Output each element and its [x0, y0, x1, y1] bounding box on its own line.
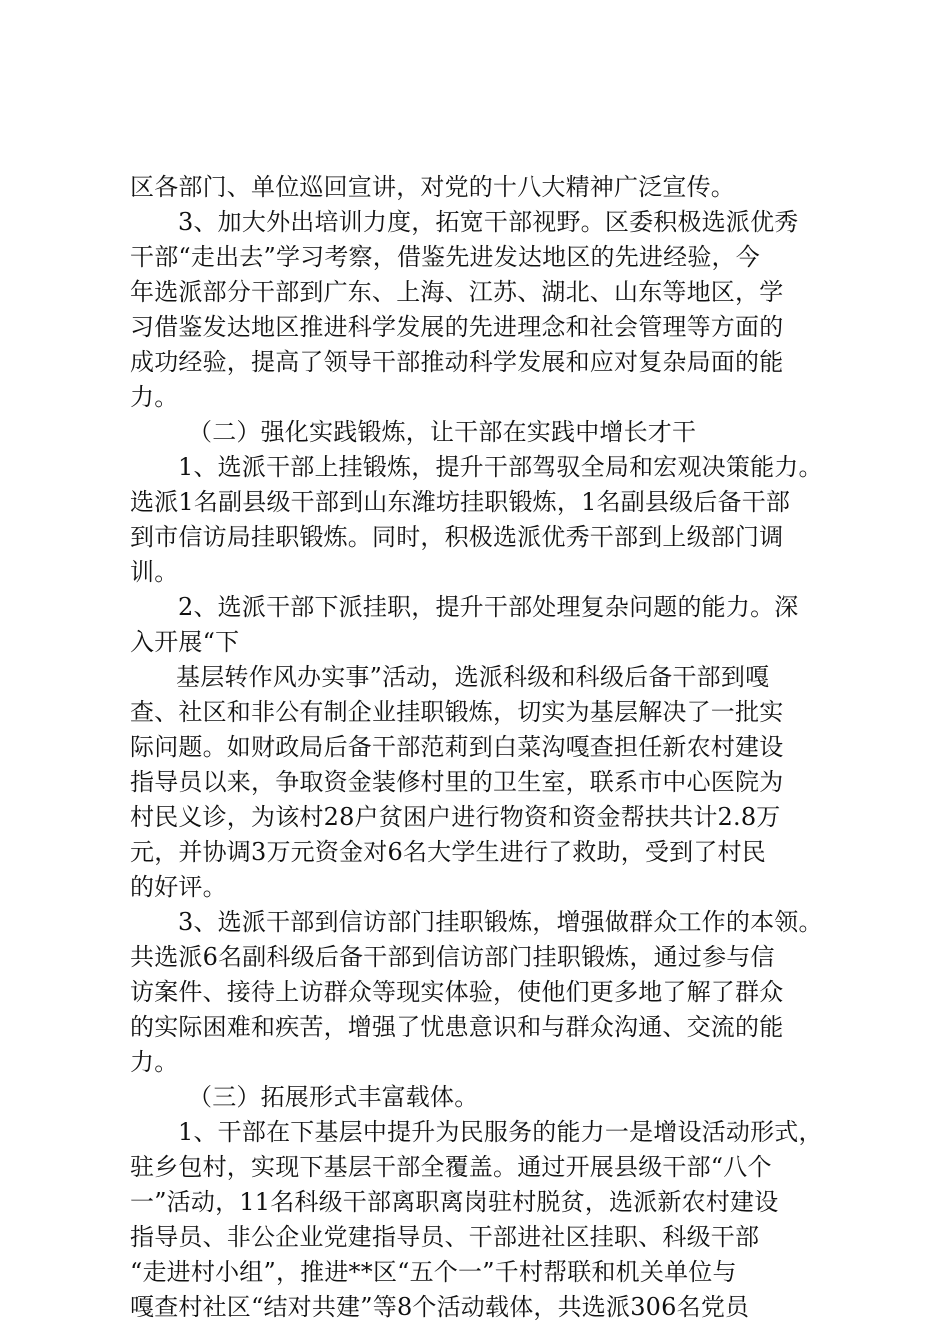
text-line: 的实际困难和疾苦，增强了忧患意识和与群众沟通、交流的能: [130, 1013, 784, 1041]
text-line: 年选派部分干部到广东、上海、江苏、湖北、山东等地区，学: [130, 278, 784, 306]
text-line: 访案件、接待上访群众等现实体验，使他们更多地了解了群众: [130, 978, 784, 1006]
paragraph-start: 2、选派干部下派挂职，提升干部处理复杂问题的能力。深: [178, 593, 799, 621]
paragraph-start: 1、选派干部上挂锻炼，提升干部驾驭全局和宏观决策能力。: [178, 453, 823, 481]
text-line: “走进村小组”，推进**区“五个一”千村帮联和机关单位与: [130, 1258, 737, 1286]
text-line: 嘎查村社区“结对共建”等8个活动载体，共选派306名党员: [130, 1293, 750, 1321]
text-line: 的好评。: [130, 873, 227, 901]
text-line: 查、社区和非公有制企业挂职锻炼，切实为基层解决了一批实: [130, 698, 784, 726]
paragraph-start: 1、干部在下基层中提升为民服务的能力一是增设活动形式，: [178, 1118, 823, 1146]
text-line: 习借鉴发达地区推进科学发展的先进理念和社会管理等方面的: [130, 313, 784, 341]
text-line: 入开展“下: [130, 628, 240, 656]
text-line: 一”活动，11名科级干部离职离岗驻村脱贫，选派新农村建设: [130, 1188, 779, 1216]
text-line: 力。: [130, 383, 179, 411]
text-line: 到市信访局挂职锻炼。同时，积极选派优秀干部到上级部门调: [130, 523, 784, 551]
text-line: 干部“走出去”学习考察，借鉴先进发达地区的先进经验，今: [130, 243, 760, 271]
text-line: 训。: [130, 558, 179, 586]
section-heading: （二）强化实践锻炼，让干部在实践中增长才干: [188, 418, 697, 446]
text-line: 共选派6名副科级后备干部到信访部门挂职锻炼，通过参与信: [130, 943, 775, 971]
text-line: 际问题。如财政局后备干部范莉到白菜沟嘎查担任新农村建设: [130, 733, 784, 761]
text-line: 成功经验，提高了领导干部推动科学发展和应对复杂局面的能: [130, 348, 784, 376]
text-line: 驻乡包村，实现下基层干部全覆盖。通过开展县级干部“八个: [130, 1153, 772, 1181]
section-heading: （三）拓展形式丰富载体。: [188, 1083, 479, 1111]
text-line: 村民义诊，为该村28户贫困户进行物资和资金帮扶共计2.8万: [130, 803, 781, 831]
paragraph-start: 3、选派干部到信访部门挂职锻炼，增强做群众工作的本领。: [178, 908, 823, 936]
paragraph-start: 基层转作风办实事”活动，选派科级和科级后备干部到嘎: [176, 663, 770, 691]
text-line: 指导员以来，争取资金装修村里的卫生室，联系市中心医院为: [130, 768, 784, 796]
paragraph-start: 3、加大外出培训力度，拓宽干部视野。区委积极选派优秀: [178, 208, 799, 236]
text-line: 选派1名副县级干部到山东潍坊挂职锻炼，1名副县级后备干部: [130, 488, 791, 516]
text-line: 力。: [130, 1048, 179, 1076]
text-line: 指导员、非公企业党建指导员、干部进社区挂职、科级干部: [130, 1223, 760, 1251]
document-page: [130, 170, 830, 1325]
text-line: 元，并协调3万元资金对6名大学生进行了救助，受到了村民: [130, 838, 766, 866]
text-line: 区各部门、单位巡回宣讲，对党的十八大精神广泛宣传。: [130, 173, 735, 201]
